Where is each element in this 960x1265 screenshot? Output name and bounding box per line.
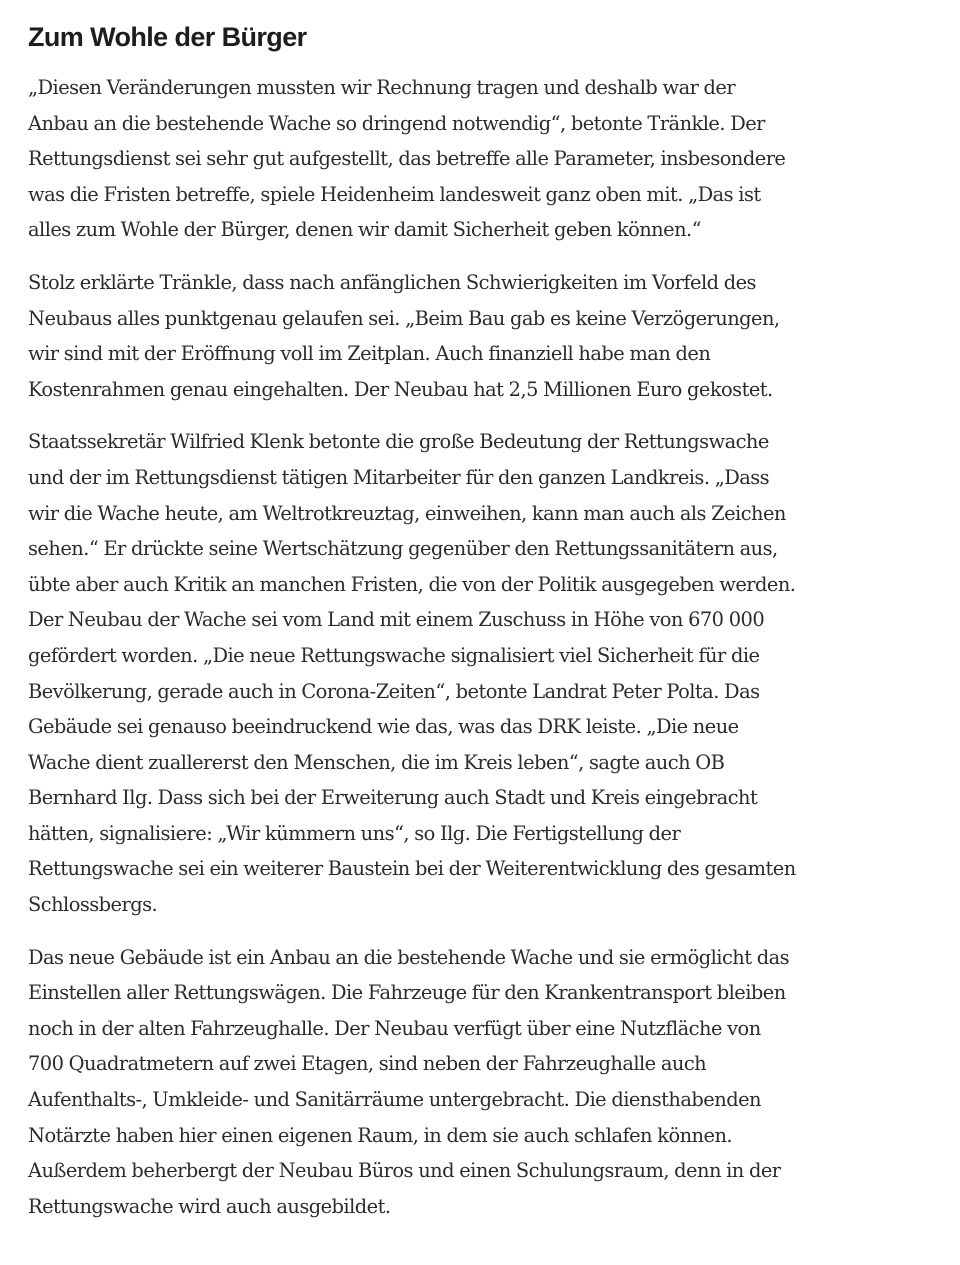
article-paragraph xyxy=(28,265,936,407)
paragraph-line: Anbau an die bestehende Wache so dringend notwendig“, betonte Tränkle. Der xyxy=(28,111,765,135)
paragraph-line: und der im Rettungsdienst tätigen Mitarbeiter für den ganzen Landkreis. „Dass xyxy=(28,465,770,489)
paragraph-line: Notärzte haben hier einen eigenen Raum, in dem sie auch schlafen können. xyxy=(28,1123,733,1147)
paragraph-line: Schlossbergs. xyxy=(28,893,158,917)
paragraph-line: hätten, signalisiere: „Wir kümmern uns“, so Ilg. Die Fertigstellung der xyxy=(28,821,681,845)
paragraph-line: Rettungswache sei ein weiterer Baustein bei der Weiterentwicklung des gesamten xyxy=(28,857,796,881)
article-paragraph xyxy=(28,940,936,1225)
paragraph-line: Rettungswache wird auch ausgebildet. xyxy=(28,1194,391,1218)
paragraph-line: Gebäude sei genauso beeindruckend wie das, was das DRK leiste. „Die neue xyxy=(28,715,739,739)
paragraph-line: Das neue Gebäude ist ein Anbau an die bestehende Wache und sie ermöglicht das xyxy=(28,945,790,969)
paragraph-line: 700 Quadratmetern auf zwei Etagen, sind neben der Fahrzeughalle auch xyxy=(28,1052,707,1076)
paragraph-line: Einstellen aller Rettungswägen. Die Fahrzeuge für den Krankentransport bleiben xyxy=(28,981,786,1005)
paragraph-line: Aufenthalts-, Umkleide- und Sanitärräume untergebracht. Die diensthabenden xyxy=(28,1088,761,1112)
paragraph-line: wir sind mit der Eröffnung voll im Zeitplan. Auch finanziell habe man den xyxy=(28,342,711,366)
paragraph-line: was die Fristen betreffe, spiele Heidenheim landesweit ganz oben mit. „Das ist xyxy=(28,182,761,206)
paragraph-line: Der Neubau der Wache sei vom Land mit einem Zuschuss in Höhe von 670 000 xyxy=(28,608,765,632)
article-headline: Zum Wohle der Bürger xyxy=(28,22,307,52)
paragraph-line: übte aber auch Kritik an manchen Fristen, die von der Politik ausgegeben werden. xyxy=(28,572,796,596)
paragraph-line: gefördert worden. „Die neue Rettungswache signalisiert viel Sicherheit für die xyxy=(28,643,760,667)
article-paragraph xyxy=(28,424,936,922)
paragraph-line: Wache dient zuallererst den Menschen, die im Kreis leben“, sagte auch OB xyxy=(28,750,725,774)
paragraph-line: Rettungsdienst sei sehr gut aufgestellt, das betreffe alle Parameter, insbesondere xyxy=(28,147,786,171)
paragraph-line: sehen.“ Er drückte seine Wertschätzung gegenüber den Rettungssanitätern aus, xyxy=(28,537,778,561)
paragraph-line: Neubaus alles punktgenau gelaufen sei. „Beim Bau gab es keine Verzögerungen, xyxy=(28,306,780,330)
paragraph-line: wir die Wache heute, am Weltrotkreuztag, einweihen, kann man auch als Zeichen xyxy=(28,501,786,525)
paragraph-line: Kostenrahmen genau eingehalten. Der Neubau hat 2,5 Millionen Euro gekostet. xyxy=(28,377,773,401)
paragraph-line: noch in der alten Fahrzeughalle. Der Neubau verfügt über eine Nutzfläche von xyxy=(28,1016,761,1040)
paragraph-line: „Diesen Veränderungen mussten wir Rechnung tragen und deshalb war der xyxy=(28,76,736,99)
paragraph-line: Bernhard Ilg. Dass sich bei der Erweiterung auch Stadt und Kreis eingebracht xyxy=(28,786,758,810)
paragraph-line: Stolz erklärte Tränkle, dass nach anfänglichen Schwierigkeiten im Vorfeld des xyxy=(28,270,756,294)
article xyxy=(28,18,936,1241)
paragraph-line: Bevölkerung, gerade auch in Corona-Zeiten“, betonte Landrat Peter Polta. Das xyxy=(28,679,760,703)
article-paragraph xyxy=(28,70,936,248)
paragraph-line: Staatssekretär Wilfried Klenk betonte die große Bedeutung der Rettungswache xyxy=(28,430,769,454)
paragraph-line: alles zum Wohle der Bürger, denen wir damit Sicherheit geben können.“ xyxy=(28,218,702,242)
paragraph-line: Außerdem beherbergt der Neubau Büros und einen Schulungsraum, denn in der xyxy=(28,1159,781,1183)
article-body xyxy=(28,70,936,1224)
